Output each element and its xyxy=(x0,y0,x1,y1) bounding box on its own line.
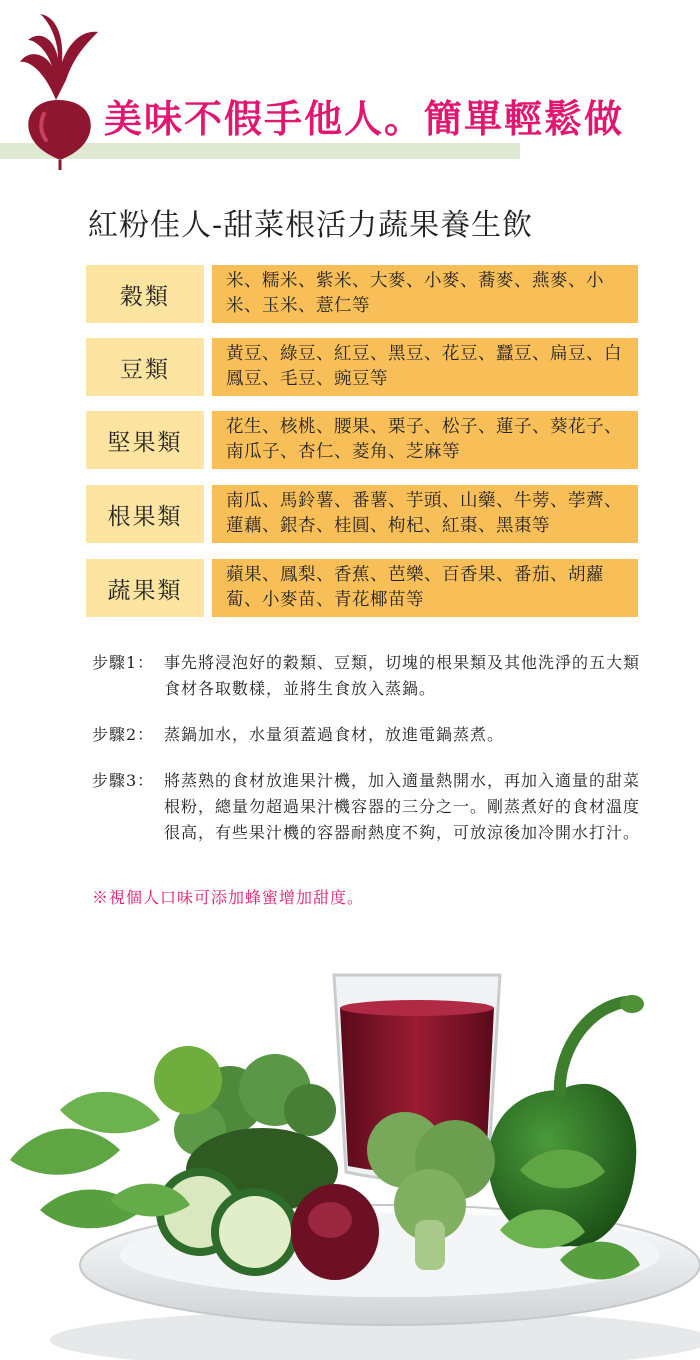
category-items: 南瓜、馬鈴薯、番薯、芋頭、山藥、牛蒡、荸薺、蓮藕、銀杏、桂圓、枸杞、紅棗、黑棗等 xyxy=(212,485,638,543)
recipe-title: 紅粉佳人-甜菜根活力蔬果養生飲 xyxy=(88,208,534,243)
category-label: 豆類 xyxy=(86,338,204,396)
step-item xyxy=(92,768,642,846)
sweetness-note: ※視個人口味可添加蜂蜜增加甜度。 xyxy=(92,888,365,907)
category-row xyxy=(86,485,638,543)
step-item xyxy=(92,650,642,702)
category-row xyxy=(86,265,638,323)
steps-list xyxy=(92,650,642,866)
beetroot-icon xyxy=(14,10,104,170)
step-item xyxy=(92,722,642,748)
juice-vegetables-illustration xyxy=(0,950,700,1360)
category-label: 蔬果類 xyxy=(86,559,204,617)
category-items: 黃豆、綠豆、紅豆、黑豆、花豆、蠶豆、扁豆、白鳳豆、毛豆、豌豆等 xyxy=(212,338,638,396)
step-label: 步驟1： xyxy=(92,653,155,672)
step-text: 將蒸熟的食材放進果汁機，加入適量熱開水，再加入適量的甜菜根粉，總量勿超過果汁機容器的三分之一。剛蒸煮好的食材溫度很高，有些果汁機的容器耐熱度不夠，可放涼後加冷開水打汁。 xyxy=(164,771,641,842)
category-row xyxy=(86,559,638,617)
category-items: 蘋果、鳳梨、香蕉、芭樂、百香果、番茄、胡蘿蔔、小麥苗、青花椰苗等 xyxy=(212,559,638,617)
category-items: 花生、核桃、腰果、栗子、松子、蓮子、葵花子、南瓜子、杏仁、菱角、芝麻等 xyxy=(212,411,638,469)
headline: 美味不假手他人。簡單輕鬆做 xyxy=(104,96,625,141)
step-text: 蒸鍋加水，水量須蓋過食材，放進電鍋蒸煮。 xyxy=(164,725,505,744)
category-label: 堅果類 xyxy=(86,411,204,469)
step-label: 步驟3： xyxy=(92,771,155,790)
category-row xyxy=(86,411,638,469)
step-text: 事先將浸泡好的穀類、豆類，切塊的根果類及其他洗淨的五大類食材各取數樣，並將生食放入蒸鍋。 xyxy=(164,653,641,698)
category-row xyxy=(86,338,638,396)
step-label: 步驟2： xyxy=(92,725,155,744)
category-items: 米、糯米、紫米、大麥、小麥、蕎麥、燕麥、小米、玉米、薏仁等 xyxy=(212,265,638,323)
category-label: 根果類 xyxy=(86,485,204,543)
category-label: 穀類 xyxy=(86,265,204,323)
